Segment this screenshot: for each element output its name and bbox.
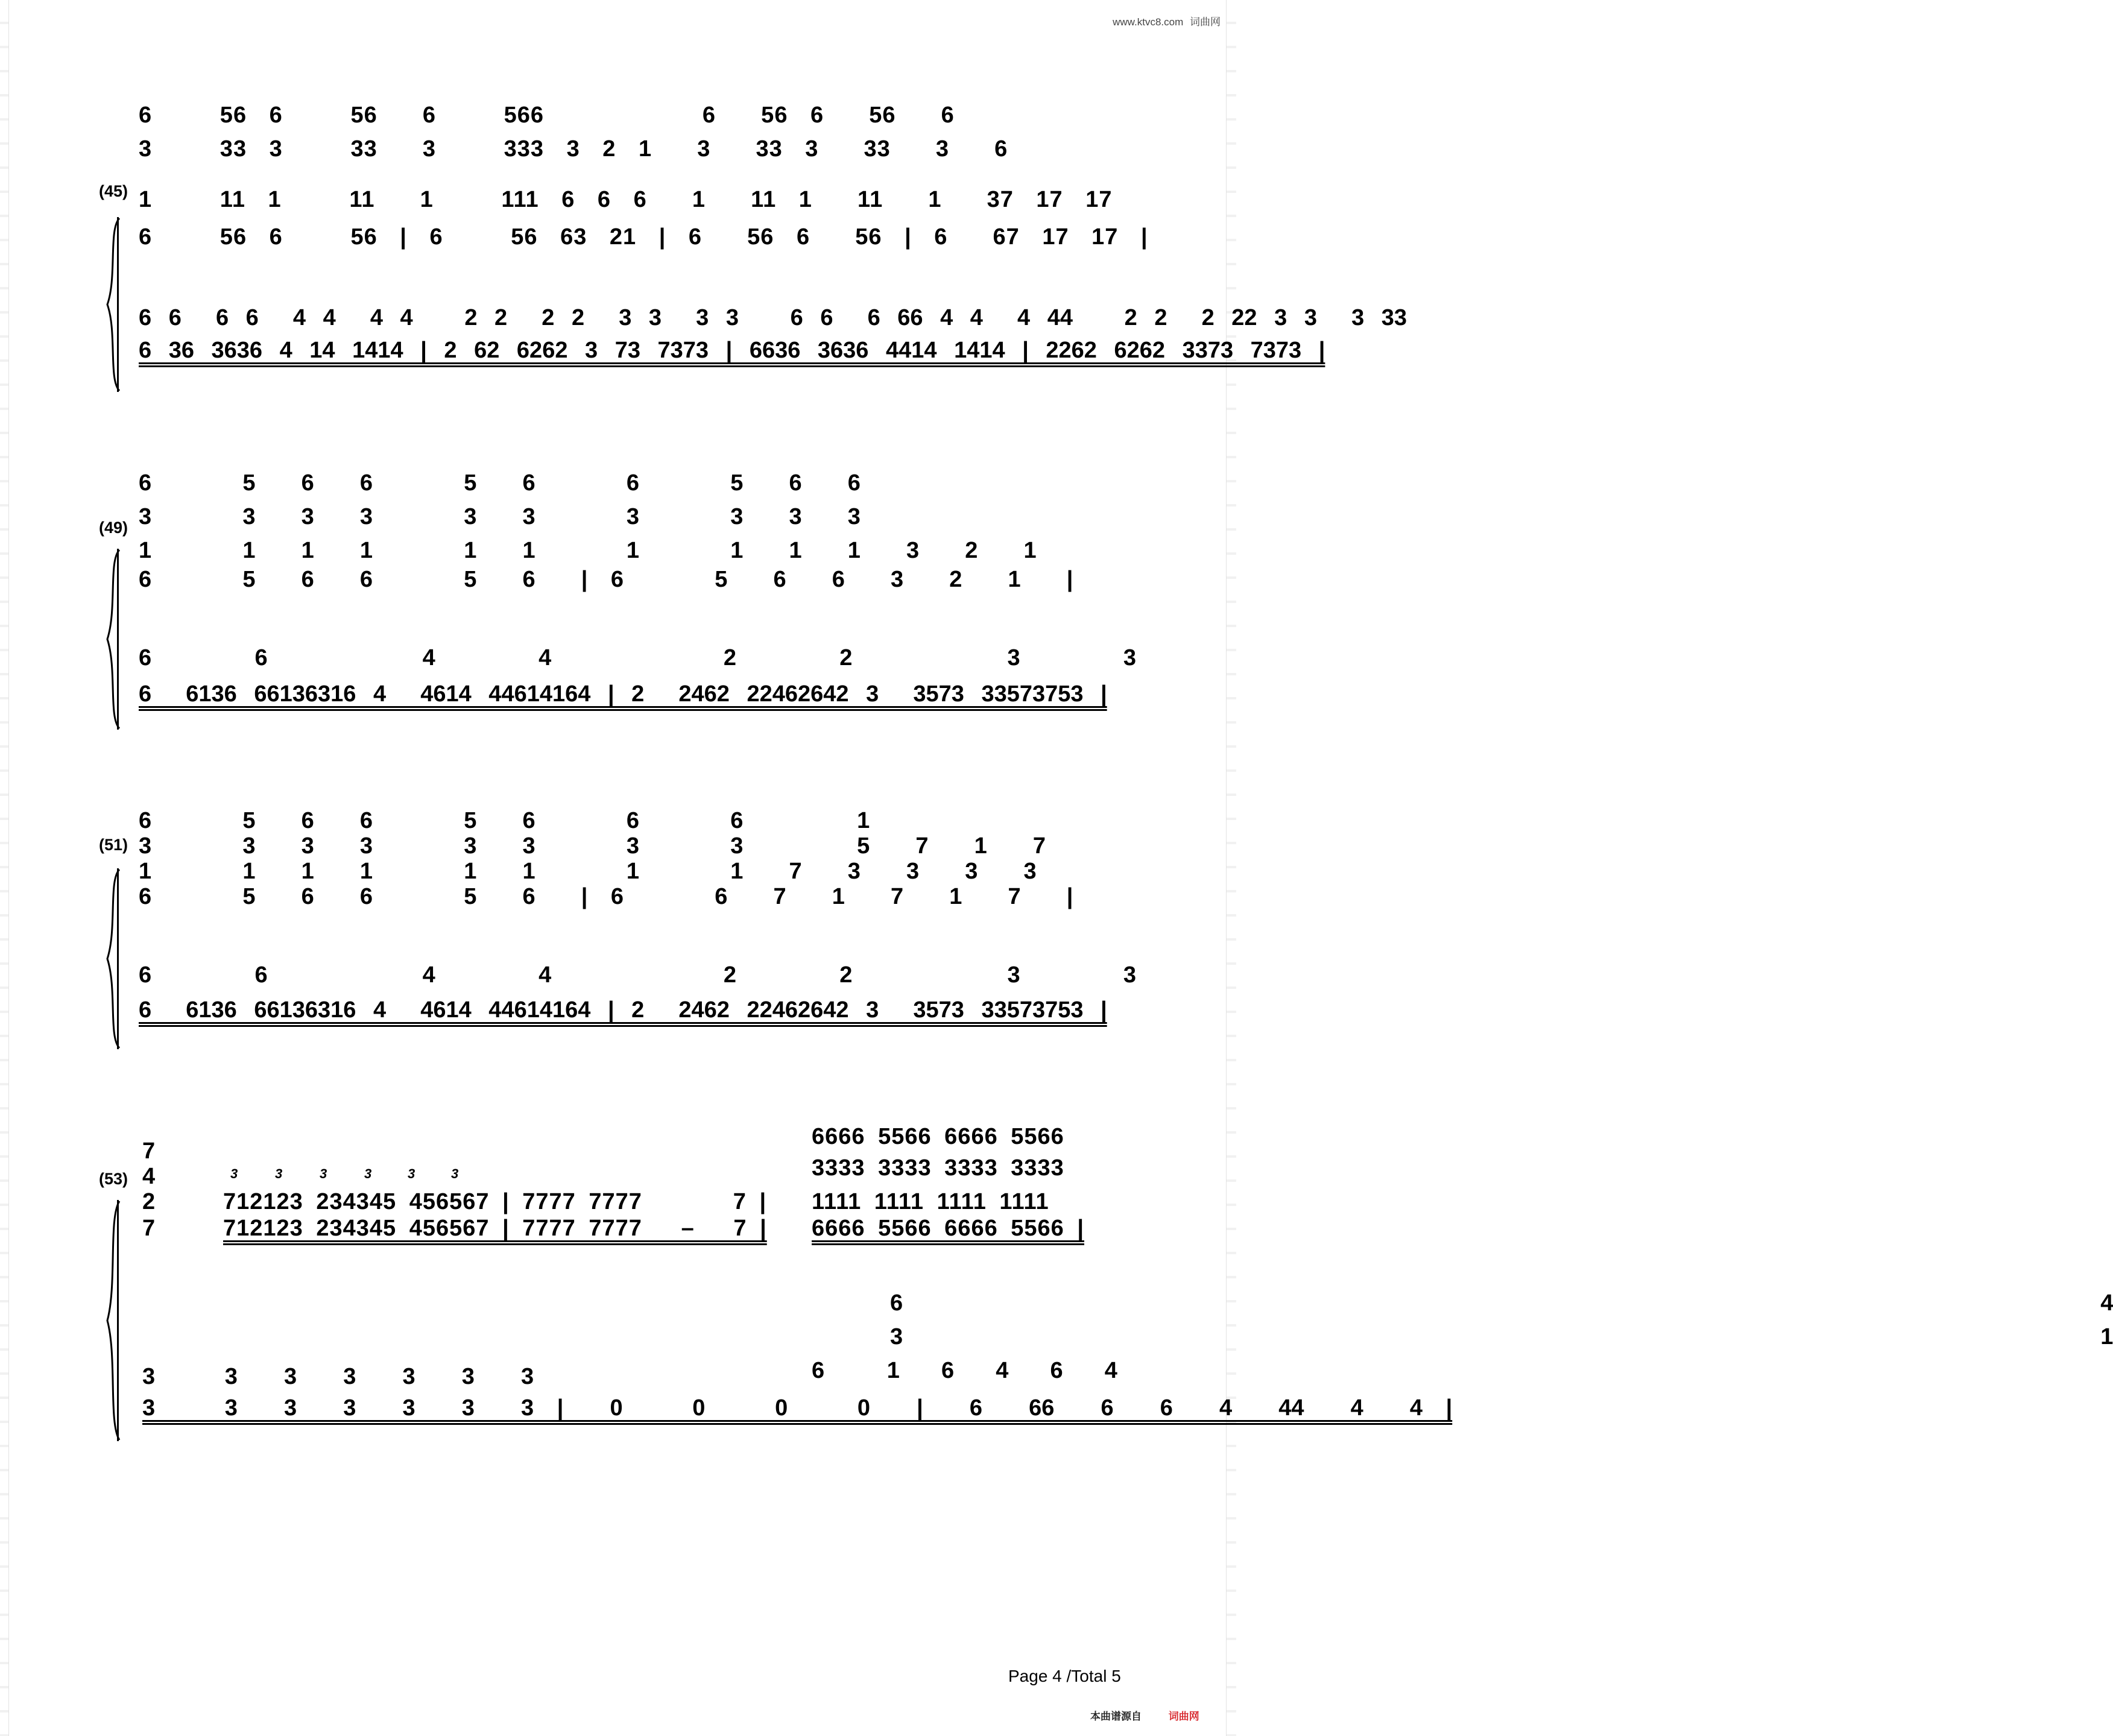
chord-note-3: 2 [142,1189,156,1214]
triplet-mark: 3 [230,1166,238,1181]
treble-row-2: 3 3 3 3 3 3 3 3 5 7 1 7 [139,833,1047,859]
treble-row-1: 6 5 6 6 5 6 6 6 1 [139,808,871,833]
system-line [117,549,119,730]
bass-row-1: 6 6 4 4 2 2 3 3 [139,645,1137,671]
treble-right-row-4: 6666 5566 6666 5566 | [812,1216,1085,1241]
measure-number: (53) [99,1170,128,1188]
brace-icon [104,549,122,730]
system-line [117,868,119,1049]
triplet-mark: 3 [451,1166,459,1181]
treble-right-row-2: 3333 3333 3333 3333 [812,1155,1064,1181]
treble-row-3: 1 1 1 1 1 1 1 1 7 3 3 3 3 [139,859,1037,884]
site-url: www.ktvc8.com [1113,16,1184,28]
bass-left-row-1: 3 3 3 3 3 3 3 [142,1364,534,1389]
bass-row-2: 6 6136 66136316 4 4614 44614164 | 2 2462 22462642 3 3573 33573753 | [139,681,1107,707]
source-label: 本曲谱源自 [1090,1711,1142,1722]
system-53 [0,1116,2113,1453]
brace-icon [104,217,122,392]
site-header [1109,13,1221,28]
chord-note-2: 4 [142,1164,156,1189]
bass-upper-row-3: 6 1 6 4 6 4 [812,1358,1117,1383]
bass-left-row-2: 3 3 3 3 3 3 3 | 0 0 0 0 | 6 66 6 6 4 44 4 4 | [142,1395,1453,1421]
triplet-mark: 3 [364,1166,372,1181]
treble-row-4: 6 5 6 6 5 6 | 6 5 6 6 3 2 1 | [139,567,1074,592]
bass-row-1: 6 6 6 6 4 4 4 4 2 2 2 2 3 3 3 3 6 6 6 66 4 4 4 44 2 2 2 22 3 3 3 33 [139,305,1407,330]
bass-row-2: 6 36 3636 4 14 1414 | 2 62 6262 3 73 7373 | 6636 3636 4414 1414 | 2262 6262 3373 7373 | [139,338,1325,363]
brand-logo: 词曲网 [1168,1711,1199,1722]
treble-row-4: 6 56 6 56 | 6 56 63 21 | 6 56 6 56 | 6 67 17 17 | [139,224,1148,250]
treble-run-upper: 712123 234345 456567 | 7777 7777 7 | [223,1189,767,1214]
treble-row-4: 6 5 6 6 5 6 | 6 6 7 1 7 1 7 | [139,884,1074,909]
system-line [117,1200,119,1441]
treble-row-3: 1 1 1 1 1 1 1 1 1 1 3 2 1 [139,538,1037,563]
page-indicator: Page 4 /Total 5 [1008,1667,1121,1685]
treble-right-row-1: 6666 5566 6666 5566 [812,1124,1064,1149]
triplet-mark: 3 [320,1166,327,1181]
source-credit [1090,1708,1199,1723]
site-name: 词曲网 [1190,16,1221,28]
measure-number: (51) [99,836,128,854]
system-45 [0,103,1407,404]
brace-icon [104,868,122,1049]
bass-row-2: 6 6136 66136316 4 4614 44614164 | 2 2462 22462642 3 3573 33573753 | [139,997,1107,1023]
measure-number: (45) [99,182,128,200]
chord-note-4: 7 [142,1216,156,1241]
triplet-mark: 3 [275,1166,283,1181]
treble-run-lower: 712123 234345 456567 | 7777 7777 – 7 | [223,1216,767,1241]
treble-row-2: 3 3 3 3 3 3 3 3 3 3 [139,504,861,529]
brace-icon [104,1200,122,1441]
treble-row-3: 1 11 1 11 1 111 6 6 6 1 11 1 11 1 37 17 17 [139,187,1113,212]
measure-number: (49) [99,519,128,537]
triplet-mark: 3 [408,1166,415,1181]
treble-row-2: 3 33 3 33 3 333 3 2 1 3 33 3 33 3 6 [139,136,1008,162]
treble-right-row-3: 1111 1111 1111 1111 [812,1189,1049,1214]
treble-row-1: 6 5 6 6 5 6 6 5 6 6 [139,470,861,496]
bass-upper-row-1: 6 4 [890,1290,2113,1316]
bass-upper-row-2: 3 1 [890,1324,2113,1349]
treble-row-1: 6 56 6 56 6 566 6 56 6 56 6 [139,103,955,128]
system-49 [0,458,1236,748]
system-line [117,217,119,392]
system-51 [0,796,1236,1079]
bass-row-1: 6 6 4 4 2 2 3 3 [139,962,1137,988]
chord-note-1: 7 [142,1138,156,1164]
